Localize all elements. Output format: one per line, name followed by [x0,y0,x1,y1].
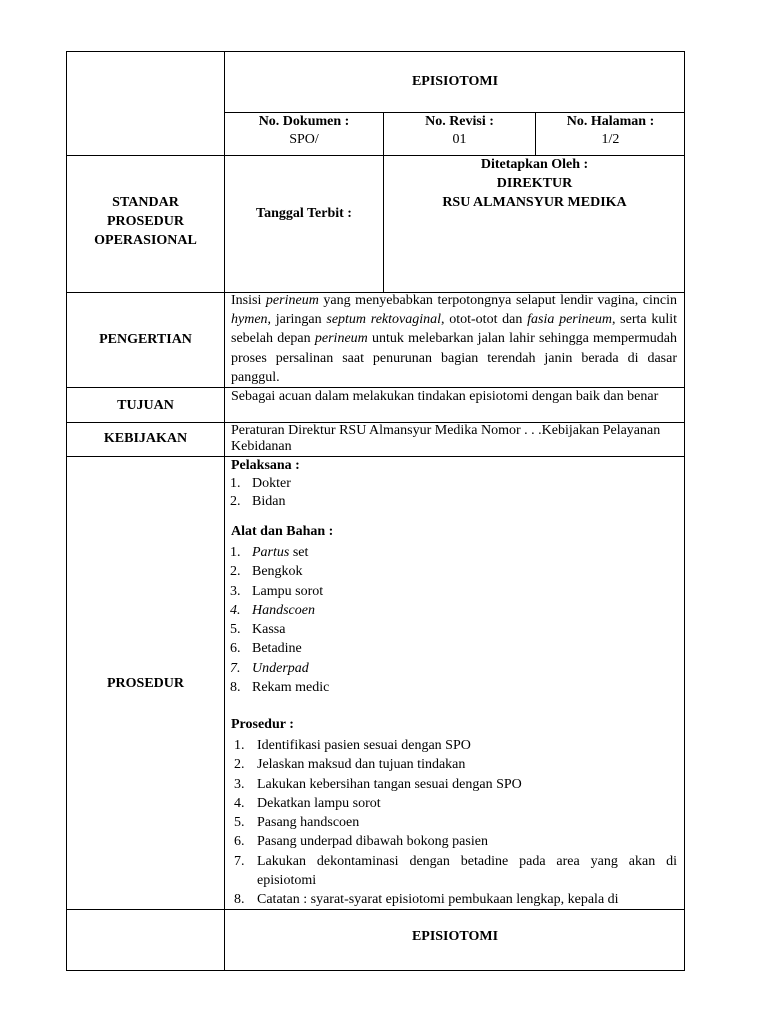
doc-number-value: SPO/ [289,132,319,147]
pengertian-text: Insisi perineum yang menyebabkan terpotongnya selaput lendir vagina, cincin hymen, jaringan septum rektovaginal, otot-otot dan fasia perineum, serta kulit sebelah depan perineum untuk melebarkan jalan lahir sehingga mempermudah proses persalinan saat penurunan bagian terendah janin berada di dasar panggul. [231,293,677,385]
sop-label-line-2: PROSEDUR [106,214,184,229]
approval-title: DIREKTUR [496,176,573,191]
pengertian-label: PENGERTIAN [99,332,192,347]
sop-label [67,193,224,250]
list-item: 1. Dokter [230,476,291,491]
approval-label: Ditetapkan Oleh : [480,157,589,172]
approval-block [384,155,685,212]
list-item: 2. Bengkok [230,564,303,580]
prosedur-label: PROSEDUR [106,676,184,691]
list-item: 2. Jelaskan maksud dan tujuan tindakan [234,757,466,773]
page-value: 1/2 [601,132,620,147]
next-page-title: EPISIOTOMI [411,929,499,944]
tujuan-label: TUJUAN [117,398,174,413]
column-divider [224,51,225,910]
list-item: 3. Lakukan kebersihan tangan sesuai dengan SPO [234,776,522,792]
kebijakan-label: KEBIJAKAN [103,431,188,446]
kebijakan-text: Peraturan Direktur RSU Almansyur Medika Nomor . . .Kebijakan Pelayanan Kebidanan [231,423,661,454]
list-item: 7. Lakukan dekontaminasi dengan betadine pada area yang akan di episiotomi [234,853,677,889]
list-item: 8. Rekam medic [230,680,330,696]
list-item: 6. Pasang underpad dibawah bokong pasien [234,834,488,850]
revision-label: No. Revisi : [425,114,494,129]
alat-heading: Alat dan Bahan : [231,524,334,539]
steps-heading: Prosedur : [231,717,294,732]
doc-number-label: No. Dokumen : [258,114,350,129]
steps-list [234,736,677,909]
issue-date-label: Tanggal Terbit : [256,206,352,221]
steps-section [231,716,677,909]
alat-section [231,523,677,697]
pelaksana-list [230,475,677,511]
list-item: 4. Handscoen [230,602,315,618]
tujuan-text: Sebagai acuan dalam melakukan tindakan episiotomi dengan baik dan benar [231,389,659,404]
list-item: 5. Pasang handscoen [234,815,360,831]
list-item: 8. Catatan : syarat-syarat episiotomi pembukaan lengkap, kepala di [234,892,619,908]
list-item: 1. Identifikasi pasien sesuai dengan SPO [234,738,471,753]
document-title: EPISIOTOMI [411,74,499,89]
list-item: 5. Kassa [230,622,286,638]
pelaksana-section [231,457,677,511]
alat-list [230,543,677,697]
revision-value: 01 [452,132,467,147]
pelaksana-heading: Pelaksana : [231,458,300,473]
list-item: 7. Underpad [230,660,309,676]
list-item: 3. Lampu sorot [230,583,324,599]
list-item: 6. Betadine [230,641,302,657]
sop-label-line-1: STANDAR [112,195,179,210]
list-item: 2. Bidan [230,494,286,509]
sop-label-line-3: OPERASIONAL [94,233,197,248]
approval-organization: RSU ALMANSYUR MEDIKA [442,195,627,210]
list-item: 4. Dekatkan lampu sorot [234,795,381,811]
page-label: No. Halaman : [566,114,655,129]
list-item: 1. Partus set [230,545,309,560]
